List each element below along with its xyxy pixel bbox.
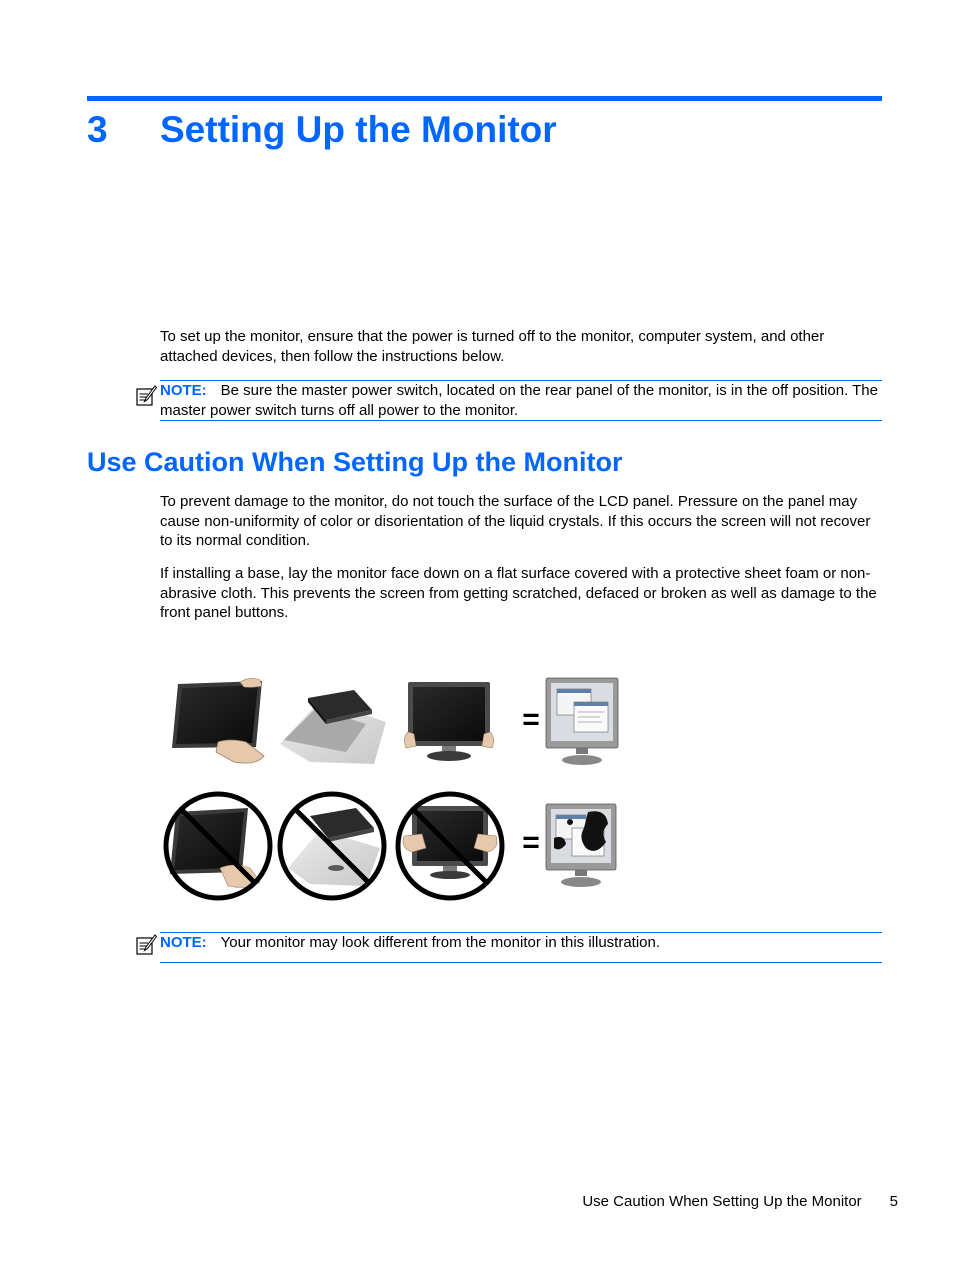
incorrect-press-panel-image (166, 794, 270, 898)
note-icon (135, 385, 157, 407)
intro-paragraph: To set up the monitor, ensure that the power is turned off to the monitor, computer system, and other attached devices, then follow the instructions below. (160, 328, 825, 365)
incorrect-grip-screen-image (398, 794, 502, 898)
note-label: NOTE: (160, 382, 207, 399)
equals-sign-bottom: = (522, 826, 540, 859)
footer-section-title: Use Caution When Setting Up the Monitor (582, 1193, 862, 1210)
monitor-handling-illustration (160, 672, 630, 908)
caution-paragraph-1: To prevent damage to the monitor, do not touch the surface of the LCD panel. Pressure on the panel may cause non-uniformity of color or disorientation of the liquid crystals. If this occurs the screen will not recover to its normal condition. (160, 493, 871, 549)
caution-paragraph-2: If installing a base, lay the monitor face down on a flat surface covered with a protective sheet foam or non-abrasive cloth. This prevents the screen from getting scratched, defaced or broken as well as damage to the front panel buttons. (160, 565, 877, 621)
correct-upright-monitor-image (404, 682, 493, 761)
page-footer (582, 1192, 898, 1211)
incorrect-hard-surface-image (280, 794, 384, 898)
correct-face-down-on-cloth-image (280, 690, 386, 764)
note-text: Your monitor may look different from the monitor in this illustration. (220, 934, 661, 951)
section-title: Use Caution When Setting Up the Monitor (87, 447, 623, 477)
note-text: Be sure the master power switch, located on the rear panel of the monitor, is in the off position. The master power switch turns off all power to the monitor. (160, 382, 878, 419)
chapter-title (87, 108, 557, 152)
note-monitor-appearance (160, 932, 882, 963)
note-label: NOTE: (160, 934, 207, 951)
note-icon (135, 934, 157, 956)
note-power-switch (160, 380, 882, 421)
page-number: 5 (889, 1193, 898, 1210)
chapter-rule (87, 96, 882, 101)
chapter-title-text: Setting Up the Monitor (160, 109, 557, 150)
chapter-number: 3 (87, 109, 108, 150)
damaged-result-monitor-image (546, 804, 616, 887)
good-result-monitor-image (546, 678, 618, 765)
correct-hold-edges-image (172, 678, 264, 763)
equals-sign-top: = (522, 703, 540, 736)
